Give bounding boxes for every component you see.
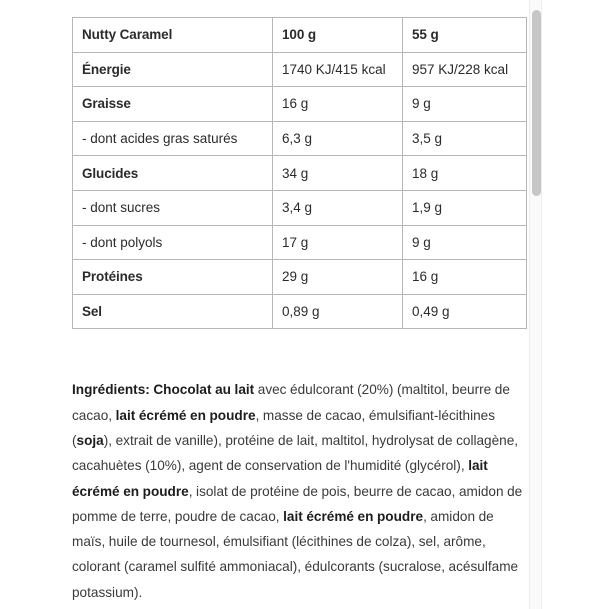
table-row (73, 121, 527, 156)
table-header-per-55g: 55 g (403, 18, 527, 53)
table-header-per-100g: 100 g (273, 18, 403, 53)
nutrient-label: - dont acides gras saturés (73, 121, 273, 156)
nutrient-value-per-55g: 957 KJ/228 kcal (403, 52, 527, 87)
ingredients-paragraph (72, 377, 528, 605)
nutrient-value-per-100g: 3,4 g (273, 190, 403, 225)
vertical-scrollbar-thumb[interactable] (532, 10, 541, 196)
nutrient-value-per-55g: 9 g (403, 87, 527, 122)
nutrient-value-per-55g: 3,5 g (403, 121, 527, 156)
content-column (72, 0, 528, 609)
ingredient-emphasis: lait écrémé en poudre (283, 508, 424, 524)
nutrient-value-per-100g: 1740 KJ/415 kcal (273, 52, 403, 87)
nutrient-label: Glucides (73, 156, 273, 191)
nutrient-label: - dont sucres (73, 190, 273, 225)
nutrient-label: - dont polyols (73, 225, 273, 260)
table-row (73, 52, 527, 87)
table-row (73, 156, 527, 191)
nutrient-label: Graisse (73, 87, 273, 122)
ingredient-emphasis: Ingrédients: Chocolat au lait (72, 382, 255, 398)
ingredient-text: avec édulcorant (20%) (maltitol, beurre de cacao, (72, 382, 510, 423)
nutrient-label: Protéines (73, 260, 273, 295)
nutrient-label: Énergie (73, 52, 273, 87)
ingredient-emphasis: lait écrémé en poudre (115, 407, 256, 423)
ingredient-text: ), extrait de vanille), protéine de lait, maltitol, hydrolysat de collagène, cacahuètes (10%), agent de conservation de l'humidité (glycérol), (72, 432, 519, 474)
nutrient-value-per-55g: 1,9 g (403, 190, 527, 225)
table-row (73, 294, 527, 329)
nutrient-value-per-55g: 0,49 g (403, 294, 527, 329)
nutrition-facts-table (72, 17, 527, 329)
nutrient-value-per-100g: 29 g (273, 260, 403, 295)
nutrient-value-per-100g: 16 g (273, 87, 403, 122)
nutrient-value-per-55g: 16 g (403, 260, 527, 295)
table-row (73, 18, 527, 53)
table-header-label: Nutty Caramel (73, 18, 273, 53)
table-row (73, 260, 527, 295)
ingredient-emphasis: soja (76, 432, 104, 448)
nutrient-value-per-55g: 9 g (403, 225, 527, 260)
table-row (73, 225, 527, 260)
table-row (73, 87, 527, 122)
ingredient-emphasis: lait écrémé en poudre (72, 458, 488, 499)
ingredient-text: , isolat de protéine de pois, beurre de cacao, amidon de pomme de terre, poudre de cacao, (72, 483, 523, 524)
vertical-scrollbar-track[interactable] (529, 0, 542, 609)
nutrition-table-body (73, 18, 527, 329)
ingredient-text: , amidon de maïs, huile de tournesol, émulsifiant (lécithines de colza), sel, arôme, colorant (caramel sulfité ammoniacal), édulcorants (sucralose, acésulfame potassium). (72, 508, 519, 600)
nutrient-value-per-55g: 18 g (403, 156, 527, 191)
ingredient-text: , masse de cacao, émulsifiant-lécithines ( (72, 407, 496, 448)
nutrient-value-per-100g: 6,3 g (273, 121, 403, 156)
nutrient-label: Sel (73, 294, 273, 329)
table-row (73, 190, 527, 225)
nutrient-value-per-100g: 0,89 g (273, 294, 403, 329)
nutrient-value-per-100g: 17 g (273, 225, 403, 260)
nutrient-value-per-100g: 34 g (273, 156, 403, 191)
scrollbar-gutter (542, 0, 609, 609)
